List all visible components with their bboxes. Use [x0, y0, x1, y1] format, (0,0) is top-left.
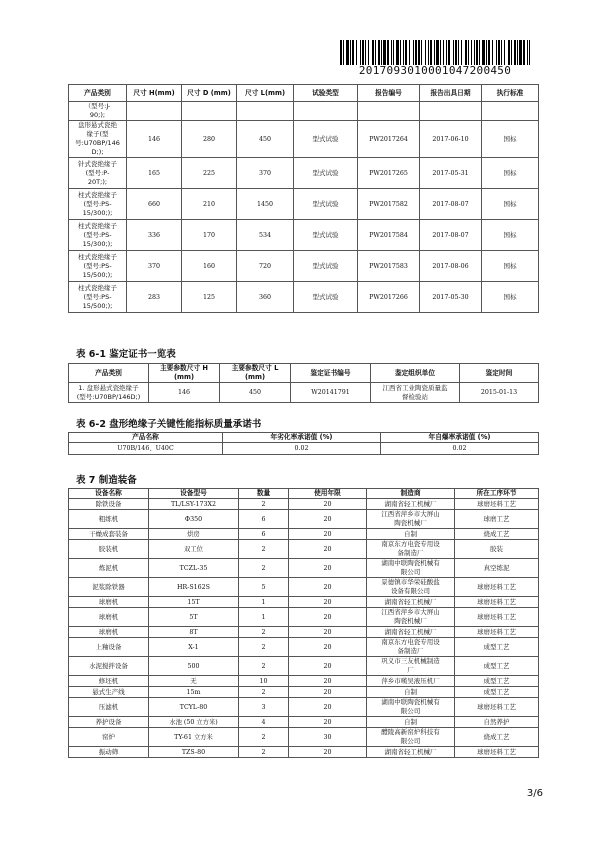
table-cell: 湖南省轻工机械厂 [367, 627, 455, 638]
table-cell: 170 [182, 220, 237, 251]
barcode-bar [360, 40, 361, 65]
table-cell: 280 [182, 121, 237, 158]
equipment-table [68, 488, 539, 758]
table-cell [294, 102, 358, 121]
table-cell: 2017-06-10 [420, 121, 482, 158]
table-cell: 压滤机 [69, 698, 149, 717]
table-cell: TCZL-35 [149, 559, 239, 578]
table-cell: 225 [182, 158, 237, 189]
barcode-bar [378, 40, 380, 65]
table-cell: 15m [149, 687, 239, 698]
table-cell: TCYL-80 [149, 698, 239, 717]
table-cell [182, 102, 237, 121]
table-cell: 悬式生产线 [69, 687, 149, 698]
column-header: 尺寸 L(mm) [237, 85, 294, 102]
barcode-bar [488, 40, 490, 65]
barcode-bar [383, 40, 386, 65]
barcode-bar [498, 40, 500, 65]
table-cell: 湖南中联陶瓷机械有 限公司 [367, 698, 455, 717]
table-cell: 柱式瓷绝缘子 (型号:PS- 15/300;); [69, 189, 127, 220]
table-row [69, 251, 539, 282]
column-header: 产品名称 [69, 433, 223, 443]
table-cell: 20 [289, 657, 367, 676]
table-cell: PW2017264 [358, 121, 420, 158]
table-cell: 国标 [482, 189, 539, 220]
barcode-bar [403, 40, 404, 65]
table-cell: 20 [289, 510, 367, 529]
table-cell: 成型工艺 [455, 657, 539, 676]
barcode-bar [368, 40, 369, 65]
table-cell: W20141791 [291, 383, 371, 403]
table-cell: 江西省工业陶瓷质量监 督检验站 [371, 383, 460, 403]
table-cell: 成型工艺 [455, 687, 539, 698]
table-cell: 国标 [482, 220, 539, 251]
table-cell [482, 102, 539, 121]
table-cell: 1. 盘形悬式瓷绝缘子 (型号:U70BP/146D;) [69, 383, 149, 403]
table-cell: 450 [237, 121, 294, 158]
table-cell: 20 [289, 597, 367, 608]
barcode-bar [391, 40, 392, 65]
table-cell: 360 [237, 282, 294, 313]
table-cell: 双工位 [149, 540, 239, 559]
barcode-bar [393, 40, 394, 65]
barcode-bar [436, 40, 439, 65]
table-row [69, 698, 539, 717]
table-row [69, 728, 539, 747]
table-cell: 型式试验 [294, 189, 358, 220]
barcode-bar [504, 40, 505, 65]
table-cell: 0.02 [381, 443, 539, 455]
barcode-bar [517, 40, 518, 65]
table-cell: 2 [239, 499, 289, 510]
barcode-bar [415, 40, 417, 65]
barcode-bar [492, 40, 493, 65]
table-row [69, 717, 539, 728]
table-cell: 20 [289, 559, 367, 578]
table-cell: PW2017582 [358, 189, 420, 220]
barcode-bar [474, 40, 475, 65]
barcode-bar [448, 40, 450, 65]
table-cell: 真空练泥 [455, 559, 539, 578]
table-row [69, 282, 539, 313]
barcode-bar [409, 40, 410, 65]
table-cell: 江西省萍乡市大屏山 陶瓷机械厂 [367, 510, 455, 529]
barcode-bar [418, 40, 420, 65]
barcode-bar [372, 40, 374, 65]
table-cell: 6 [239, 529, 289, 540]
table-cell: 20 [289, 540, 367, 559]
table-cell: 660 [127, 189, 182, 220]
table-cell: 振动筛 [69, 747, 149, 758]
table-cell: 湖南中联陶瓷机械有 限公司 [367, 559, 455, 578]
table-cell: 球磨坯料工艺 [455, 698, 539, 717]
barcode-bar [458, 40, 459, 65]
table-cell: 20 [289, 578, 367, 597]
barcode-bar [443, 40, 444, 65]
table-cell: 146 [127, 121, 182, 158]
column-header: 主要参数尺寸 L (mm) [220, 364, 291, 383]
barcode-bar [430, 40, 432, 65]
table-cell: 成型工艺 [455, 638, 539, 657]
table-cell: 2 [239, 657, 289, 676]
table-row [69, 540, 539, 559]
barcode-bar [352, 40, 354, 65]
table-row [69, 597, 539, 608]
table-cell: 球磨工艺 [455, 510, 539, 529]
barcode-bar [465, 40, 467, 65]
column-header: 设备型号 [149, 489, 239, 499]
column-header: 数量 [239, 489, 289, 499]
table-cell: PW2017584 [358, 220, 420, 251]
barcode-bar [340, 40, 342, 65]
column-header: 主要参数尺寸 H (mm) [149, 364, 220, 383]
table-cell: 20 [289, 529, 367, 540]
table-row [69, 510, 539, 529]
certificate-table [68, 363, 539, 403]
table-cell: 成型工艺 [455, 676, 539, 687]
table-cell: 2 [239, 559, 289, 578]
table-row [69, 638, 539, 657]
barcode-bar [523, 40, 525, 65]
table-cell: 水泥搅拌设备 [69, 657, 149, 676]
barcode-bar [425, 40, 426, 65]
table-cell: 球磨坯料工艺 [455, 499, 539, 510]
table-cell: 除铁设备 [69, 499, 149, 510]
table-cell: 1450 [237, 189, 294, 220]
table-row [69, 676, 539, 687]
table-cell: 修坯机 [69, 676, 149, 687]
table-cell: 2017-08-07 [420, 189, 482, 220]
table-row [69, 627, 539, 638]
barcode-bar [446, 40, 447, 65]
table-cell: 2017-05-31 [420, 158, 482, 189]
table-cell: 醴陵高新窑炉科技有 限公司 [367, 728, 455, 747]
table-cell: 柱式瓷绝缘子 (型号:PS- 15/300;); [69, 220, 127, 251]
table-cell: 2 [239, 687, 289, 698]
table-cell: 国标 [482, 121, 539, 158]
test-report-table [68, 84, 539, 313]
table-cell: 自制 [367, 717, 455, 728]
table-cell: 国标 [482, 158, 539, 189]
table-row [69, 657, 539, 676]
barcode-bar [455, 40, 457, 65]
table-cell: 720 [237, 251, 294, 282]
table-cell: 2 [239, 540, 289, 559]
barcode-bar [486, 40, 487, 65]
column-header: 鉴定时间 [460, 364, 539, 383]
table-cell: 5 [239, 578, 289, 597]
table-cell: 柱式瓷绝缘子 (型号:PS- 15/500;); [69, 251, 127, 282]
table-cell: 146 [149, 383, 220, 403]
table-cell: 国标 [482, 282, 539, 313]
table-cell: 泥浆除铁器 [69, 578, 149, 597]
table-6-1-title: 表 6-1 鉴定证书一览表 [76, 349, 176, 360]
table-row [69, 443, 539, 455]
column-header: 鉴定证书编号 [291, 364, 371, 383]
table-cell: 水池 (50 立方米) [149, 717, 239, 728]
table-cell: 球磨坯料工艺 [455, 597, 539, 608]
table-cell: 型式试验 [294, 220, 358, 251]
table-cell: 粗练机 [69, 510, 149, 529]
barcode-bar [519, 40, 522, 65]
table-cell: 湖南省轻工机械厂 [367, 499, 455, 510]
barcode [340, 40, 530, 65]
column-header: 使用年限 [289, 489, 367, 499]
table-cell: 370 [237, 158, 294, 189]
table-cell: 球磨机 [69, 627, 149, 638]
table-cell: 2 [239, 747, 289, 758]
column-header: 尺寸 D (mm) [182, 85, 237, 102]
table-cell: 干燥成套装备 [69, 529, 149, 540]
table-cell: 20 [289, 717, 367, 728]
table-cell: 2 [239, 728, 289, 747]
barcode-number: 20170930100010472004​50 [358, 64, 512, 77]
column-header: 产品类别 [69, 85, 127, 102]
barcode-bar [501, 40, 502, 65]
table-cell: （型号:J- 90;); [69, 102, 127, 121]
table-cell: 烘房 [149, 529, 239, 540]
barcode-bar [346, 40, 349, 65]
table-cell: 2017-08-06 [420, 251, 482, 282]
table-cell: 336 [127, 220, 182, 251]
barcode-bar [514, 40, 516, 65]
table-cell: 南京东方电瓷专用设 备制造厂 [367, 638, 455, 657]
table-row [69, 121, 539, 158]
table-cell: 4 [239, 717, 289, 728]
table-cell: 20 [289, 747, 367, 758]
table-cell: 534 [237, 220, 294, 251]
table-cell: 针式瓷绝缘子 (型号:P- 20T;); [69, 158, 127, 189]
table-cell: 自然养护 [455, 717, 539, 728]
table-cell [358, 102, 420, 121]
table-cell: 萍乡市嘆吴液压机厂 [367, 676, 455, 687]
table-row [69, 578, 539, 597]
table-cell: 巩义市三友机械制造 厂 [367, 657, 455, 676]
barcode-bar [476, 40, 478, 65]
table-cell: 20 [289, 698, 367, 717]
barcode-bar [482, 40, 485, 65]
table-cell: PW2017265 [358, 158, 420, 189]
table-cell: 30 [289, 728, 367, 747]
table-cell: PW2017266 [358, 282, 420, 313]
column-header: 报告编号 [358, 85, 420, 102]
barcode-bar [496, 40, 497, 65]
table-cell: 球磨坯料工艺 [455, 578, 539, 597]
barcode-bar [479, 40, 480, 65]
table-cell: 160 [182, 251, 237, 282]
table-cell: 0.02 [223, 443, 381, 455]
table-row [69, 747, 539, 758]
table-cell: 125 [182, 282, 237, 313]
barcode-bar [453, 40, 454, 65]
table-cell [127, 102, 182, 121]
barcode-bar [413, 40, 414, 65]
column-header: 鉴定组织单位 [371, 364, 460, 383]
table-cell: 自制 [367, 687, 455, 698]
barcode-bar [362, 40, 364, 65]
table-cell: 无 [149, 676, 239, 687]
column-header: 所在工序环节 [455, 489, 539, 499]
table-cell: HR-S162S [149, 578, 239, 597]
table-cell: Φ350 [149, 510, 239, 529]
barcode-bar [471, 40, 472, 65]
table-cell: 165 [127, 158, 182, 189]
barcode-bar [511, 40, 512, 65]
table-cell: 20 [289, 676, 367, 687]
table-cell: 型式试验 [294, 282, 358, 313]
barcode-bar [343, 40, 344, 65]
table-cell: 20 [289, 687, 367, 698]
table-row [69, 529, 539, 540]
table-cell: TL/LSY-173X2 [149, 499, 239, 510]
table-cell: 养护设备 [69, 717, 149, 728]
table-cell: 球磨机 [69, 597, 149, 608]
table-cell: 2 [239, 627, 289, 638]
barcode-bar [350, 40, 351, 65]
table-cell: 烧成工艺 [455, 529, 539, 540]
barcode-bar [508, 40, 510, 65]
table-row [69, 158, 539, 189]
table-row [69, 559, 539, 578]
table-row [69, 383, 539, 403]
column-header: 执行标准 [482, 85, 539, 102]
column-header: 年自爆率承诺值 (%) [381, 433, 539, 443]
table-cell: 2017-05-30 [420, 282, 482, 313]
table-cell: 20 [289, 627, 367, 638]
table-cell: 370 [127, 251, 182, 282]
table-cell: 柱式瓷绝缘子 (型号:PS- 15/500;); [69, 282, 127, 313]
table-cell [237, 102, 294, 121]
table-cell: 型式试验 [294, 251, 358, 282]
table-row [69, 220, 539, 251]
table-cell [420, 102, 482, 121]
barcode-bar [421, 40, 422, 65]
table-cell: 烧成工艺 [455, 728, 539, 747]
table-cell: 江西省萍乡市大屏山 陶瓷机械厂 [367, 608, 455, 627]
table-cell: 窑炉 [69, 728, 149, 747]
table-cell: 8T [149, 627, 239, 638]
barcode-bar [400, 40, 401, 65]
table-row [69, 102, 539, 121]
column-header: 报告出具日期 [420, 85, 482, 102]
table-cell: 20 [289, 499, 367, 510]
barcode-bar [434, 40, 435, 65]
table-cell: 1 [239, 597, 289, 608]
column-header: 产品类别 [69, 364, 149, 383]
column-header: 制造商 [367, 489, 455, 499]
table-cell: 1 [239, 608, 289, 627]
table-cell: 湖南省轻工机械厂 [367, 747, 455, 758]
table-cell: 盘形悬式瓷绝 缘子(型 号:U70BP/146 D;); [69, 121, 127, 158]
table-cell: 3 [239, 698, 289, 717]
table-cell: 国标 [482, 251, 539, 282]
barcode-bar [440, 40, 441, 65]
barcode-bar [365, 40, 366, 65]
table-cell: 2015-01-13 [460, 383, 539, 403]
table-row [69, 608, 539, 627]
barcode-bar [527, 40, 528, 65]
table-cell: 6 [239, 510, 289, 529]
table-7-title: 表 7 制造装备 [76, 475, 137, 486]
column-header: 尺寸 H(mm) [127, 85, 182, 102]
column-header: 设备名称 [69, 489, 149, 499]
barcode-bar [396, 40, 399, 65]
barcode-bar [529, 40, 530, 65]
table-cell: 5T [149, 608, 239, 627]
table-cell: 上釉设备 [69, 638, 149, 657]
column-header: 试验类型 [294, 85, 358, 102]
barcode-bar [468, 40, 469, 65]
quality-commitment-table [68, 432, 539, 455]
table-cell: 景德镇市华荣硅酸盐 设备有限公司 [367, 578, 455, 597]
table-cell: 15T [149, 597, 239, 608]
table-cell: 南京东方电瓷专用设 备制造厂 [367, 540, 455, 559]
barcode-bar [356, 40, 357, 65]
barcode-bar [428, 40, 429, 65]
table-cell: TZS-80 [149, 747, 239, 758]
barcode-bar [461, 40, 462, 65]
table-cell: 210 [182, 189, 237, 220]
barcode-bar [381, 40, 382, 65]
table-cell: X-1 [149, 638, 239, 657]
table-cell: 球磨机 [69, 608, 149, 627]
table-cell: 自制 [367, 529, 455, 540]
table-cell: 球磨坯料工艺 [455, 747, 539, 758]
table-cell: TY-61 立方米 [149, 728, 239, 747]
table-cell: 球磨坯料工艺 [455, 608, 539, 627]
page-number: 3/6 [526, 788, 543, 799]
table-row [69, 189, 539, 220]
table-cell: 炼泥机 [69, 559, 149, 578]
table-cell: 球磨坯料工艺 [455, 627, 539, 638]
table-cell: 283 [127, 282, 182, 313]
table-6-2-title: 表 6-2 盘形绝缘子关键性能指标质量承诺书 [76, 419, 262, 430]
barcode-bar [375, 40, 376, 65]
table-cell: PW2017583 [358, 251, 420, 282]
table-cell: U70B/146、U40C [69, 443, 223, 455]
table-cell: 型式试验 [294, 121, 358, 158]
table-cell: 500 [149, 657, 239, 676]
table-cell: 湖南省轻工机械厂 [367, 597, 455, 608]
table-row [69, 687, 539, 698]
column-header: 年劣化率承诺值 (%) [223, 433, 381, 443]
table-cell: 型式试验 [294, 158, 358, 189]
table-cell: 450 [220, 383, 291, 403]
table-cell: 胶装机 [69, 540, 149, 559]
table-cell: 胶装 [455, 540, 539, 559]
table-cell: 2 [239, 638, 289, 657]
table-cell: 20 [289, 638, 367, 657]
barcode-bar [387, 40, 389, 65]
barcode-bar [405, 40, 407, 65]
table-row [69, 499, 539, 510]
table-cell: 10 [239, 676, 289, 687]
table-cell: 20 [289, 608, 367, 627]
table-cell: 2017-08-07 [420, 220, 482, 251]
